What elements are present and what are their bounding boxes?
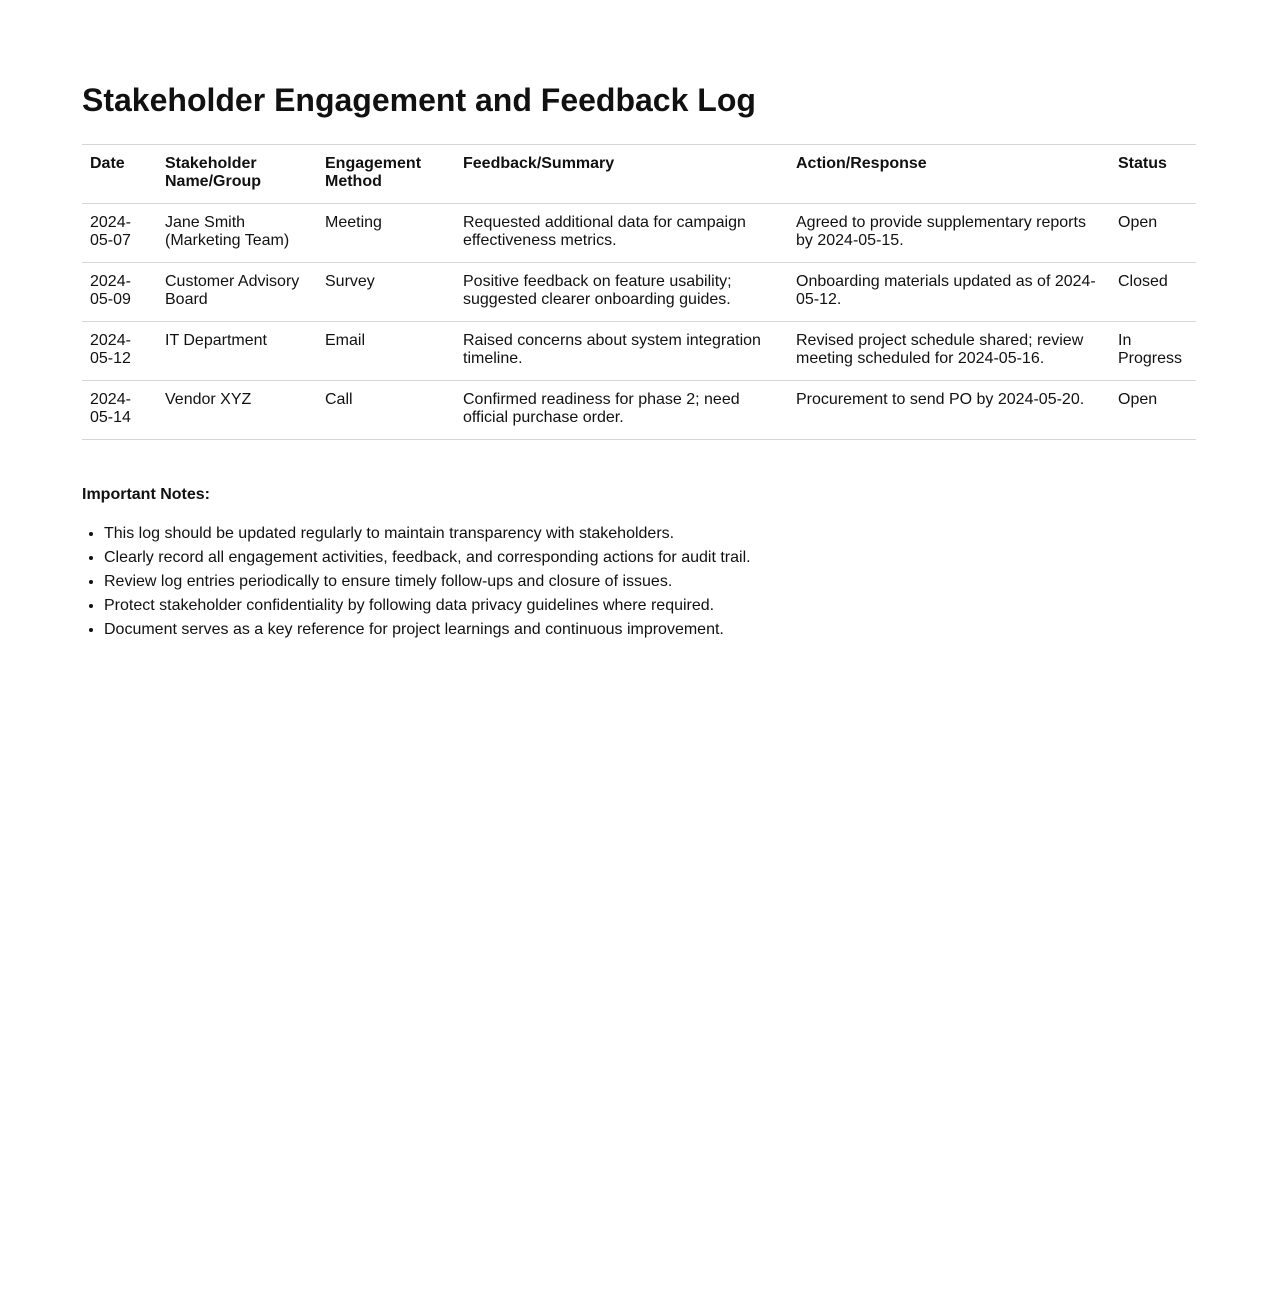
cell-action: Procurement to send PO by 2024-05-20.: [796, 391, 1085, 408]
cell-date: 2024-05-09: [90, 273, 131, 308]
table-row: [82, 322, 1196, 381]
cell-method: Survey: [325, 273, 375, 290]
notes-heading: Important Notes:: [82, 486, 210, 503]
column-header-feedback: Feedback/Summary: [463, 155, 615, 172]
list-item: • Protect stakeholder confidentiality by following data privacy guidelines where required.: [104, 594, 1196, 618]
table-body: [82, 204, 1196, 440]
cell-action: Onboarding materials updated as of 2024-05-12.: [796, 273, 1096, 308]
cell-date: 2024-05-12: [90, 332, 131, 367]
cell-action: Revised project schedule shared; review meeting scheduled for 2024-05-16.: [796, 332, 1084, 367]
cell-stakeholder: IT Department: [165, 332, 267, 349]
feedback-log-table: [82, 144, 1196, 440]
cell-date: 2024-05-14: [90, 391, 131, 426]
list-item: • Clearly record all engagement activities, feedback, and corresponding actions for audit trail.: [104, 546, 1196, 570]
cell-feedback: Requested additional data for campaign effectiveness metrics.: [463, 214, 746, 249]
list-item: • This log should be updated regularly to maintain transparency with stakeholders.: [104, 522, 1196, 546]
table-row: [82, 204, 1196, 263]
document-page: [0, 0, 1278, 642]
notes-list: [82, 522, 1196, 642]
table-row: [82, 381, 1196, 440]
cell-method: Meeting: [325, 214, 382, 231]
column-header-method: Engagement Method: [325, 155, 422, 190]
cell-stakeholder: Jane Smith (Marketing Team): [165, 214, 290, 249]
cell-feedback: Positive feedback on feature usability; suggested clearer onboarding guides.: [463, 273, 732, 308]
cell-status: Closed: [1118, 273, 1168, 290]
table-row: [82, 263, 1196, 322]
list-item: • Document serves as a key reference for project learnings and continuous improvement.: [104, 618, 1196, 642]
cell-method: Email: [325, 332, 366, 349]
column-header-date: Date: [90, 155, 125, 172]
table-header: [82, 145, 1196, 204]
header-row: [82, 145, 1196, 204]
cell-feedback: Confirmed readiness for phase 2; need official purchase order.: [463, 391, 740, 426]
column-header-status: Status: [1118, 155, 1167, 172]
cell-date: 2024-05-07: [90, 214, 131, 249]
cell-stakeholder: Vendor XYZ: [165, 391, 252, 408]
cell-method: Call: [325, 391, 353, 408]
page-title: Stakeholder Engagement and Feedback Log: [82, 82, 756, 118]
cell-stakeholder: Customer Advisory Board: [165, 273, 300, 308]
cell-status: In Progress: [1118, 332, 1183, 367]
column-header-stakeholder: Stakeholder Name/Group: [165, 155, 262, 190]
cell-action: Agreed to provide supplementary reports by 2024-05-15.: [796, 214, 1086, 249]
cell-status: Open: [1118, 391, 1158, 408]
column-header-action: Action/Response: [796, 155, 927, 172]
list-item: • Review log entries periodically to ensure timely follow-ups and closure of issues.: [104, 570, 1196, 594]
cell-feedback: Raised concerns about system integration timeline.: [463, 332, 761, 367]
cell-status: Open: [1118, 214, 1158, 231]
